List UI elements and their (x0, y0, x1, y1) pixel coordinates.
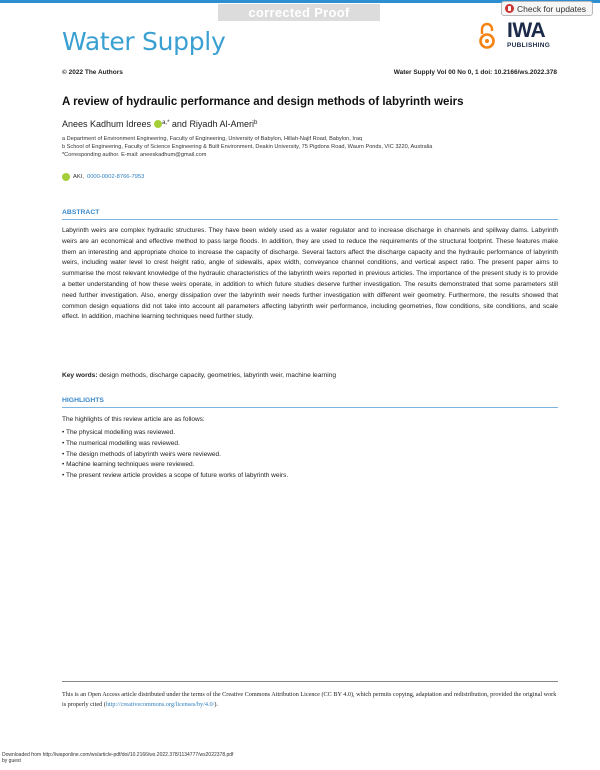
orcid-label: AKI, (73, 174, 84, 180)
copyright: © 2022 The Authors (62, 69, 123, 76)
corrected-proof-banner: corrected Proof (218, 4, 380, 21)
check-for-updates-button[interactable] (501, 1, 593, 16)
highlights-divider (62, 407, 558, 408)
affiliation-a: a Department of Environment Engineering, Faculty of Engineering, University of Babylon, Hillah-Najif Road, Babylon, Iraq (62, 136, 363, 142)
iwa-logo-text: IWA (507, 19, 546, 42)
download-note (2, 752, 233, 764)
abstract-text: Labyrinth weirs are complex hydraulic structures. They have been widely used as a water regulator and to increase discharge in channels and spillway dams. Labyrinth weirs are an economical and effective method to pass large floods. In addition, they are used to reduce the requirements of the structural footprint. These features make them an interesting and appropriate choice to increase the capacity of discharge. Several factors affect the discharge capacity and the hydraulic performance of labyrinth weirs, including water level to crest height ratio, angle of sidewalls, apex width, conveyance channel conditions, and vertical aspect ratio. The present paper aims to summarise the most relevant knowledge of the hydraulic characteristics of the labyrinth weirs reported in previous articles. The importance of the present study is to provide a better understanding of how these weirs operate, in addition to which future studies deserve further investigation. The results demonstrated that some parameters still need further investigation. Also, energy dissipation over the labyrinth weir needs further investigation with different weir geometry. Furthermore, the results showed that common design equations did not take into account all parameters affecting labyrinth weir performance, including geometries, flow conditions, site conditions, and scale effect. In addition, machine learning techniques need further study. (62, 227, 558, 321)
license-link[interactable]: http://creativecommons.org/licenses/by/4.0/ (105, 701, 215, 708)
highlights-list (62, 428, 288, 482)
citation: Water Supply Vol 00 No 0, 1 doi: 10.2166/ws.2022.378 (393, 69, 557, 76)
affiliation-b: b School of Engineering, Faculty of Science Engineering & Built Environment, Deakin University, 75 Pigdons Road, Waurn Ponds, VIC 3220, Australia (62, 144, 433, 150)
iwa-publishing-logo (507, 20, 551, 54)
abstract-heading: ABSTRACT (62, 209, 100, 216)
download-line: Downloaded from http://iwaponline.com/ws/article-pdf/doi/10.2166/ws.2022.378/1134777/ws2022378.pdf (2, 752, 234, 758)
crossmark-icon (505, 4, 514, 13)
keywords-label: Key words: (62, 372, 98, 379)
orcid-link[interactable]: 0000-0002-8766-7953 (86, 174, 145, 180)
highlights-heading: HIGHLIGHTS (62, 397, 104, 404)
article-title: A review of hydraulic performance and design methods of labyrinth weirs (62, 96, 464, 108)
journal-title: Water Supply (62, 27, 226, 56)
license-note (62, 690, 558, 710)
footer-divider (62, 681, 558, 682)
author-2: Riyadh Al-Ameri (189, 119, 254, 129)
list-item: • The physical modelling was reviewed. (62, 428, 288, 439)
list-item: • The design methods of labyrinth weirs were reviewed. (62, 450, 288, 461)
authors-and: and (169, 119, 190, 129)
highlights-intro: The highlights of this review article are as follows: (62, 416, 205, 423)
author-1: Anees Kadhum Idrees (62, 119, 152, 129)
list-item: • Machine learning techniques were reviewed. (62, 460, 288, 471)
license-text: This is an Open Access article distributed under the terms of the Creative Commons Attribution Licence (CC BY 4.0), which permits copying, adaptation and redistribution, provided the original work is properly cited ( (62, 691, 557, 708)
orcid-icon[interactable] (154, 120, 162, 128)
download-guest: by guest (2, 758, 21, 764)
orcid-line (62, 173, 144, 181)
open-access-icon (478, 22, 496, 50)
author-1-affiliation: a,* (162, 120, 170, 126)
publishing-logo-text: PUBLISHING (507, 42, 551, 49)
author-2-affiliation: b (253, 120, 258, 126)
check-for-updates-label: Check for updates (517, 3, 586, 14)
corresponding-author: *Corresponding author. E-mail: aneeskadhum@gmail.com (62, 152, 207, 158)
list-item: • The numerical modelling was reviewed. (62, 439, 288, 450)
license-end: ). (214, 701, 218, 708)
keywords (62, 372, 336, 379)
list-item: • The present review article provides a scope of future works of labyrinth weirs. (62, 471, 288, 482)
keywords-list: design methods, discharge capacity, geometries, labyrinth weir, machine learning (99, 372, 337, 379)
authors (62, 119, 257, 129)
orcid-icon (62, 173, 70, 181)
abstract-divider (62, 219, 558, 220)
